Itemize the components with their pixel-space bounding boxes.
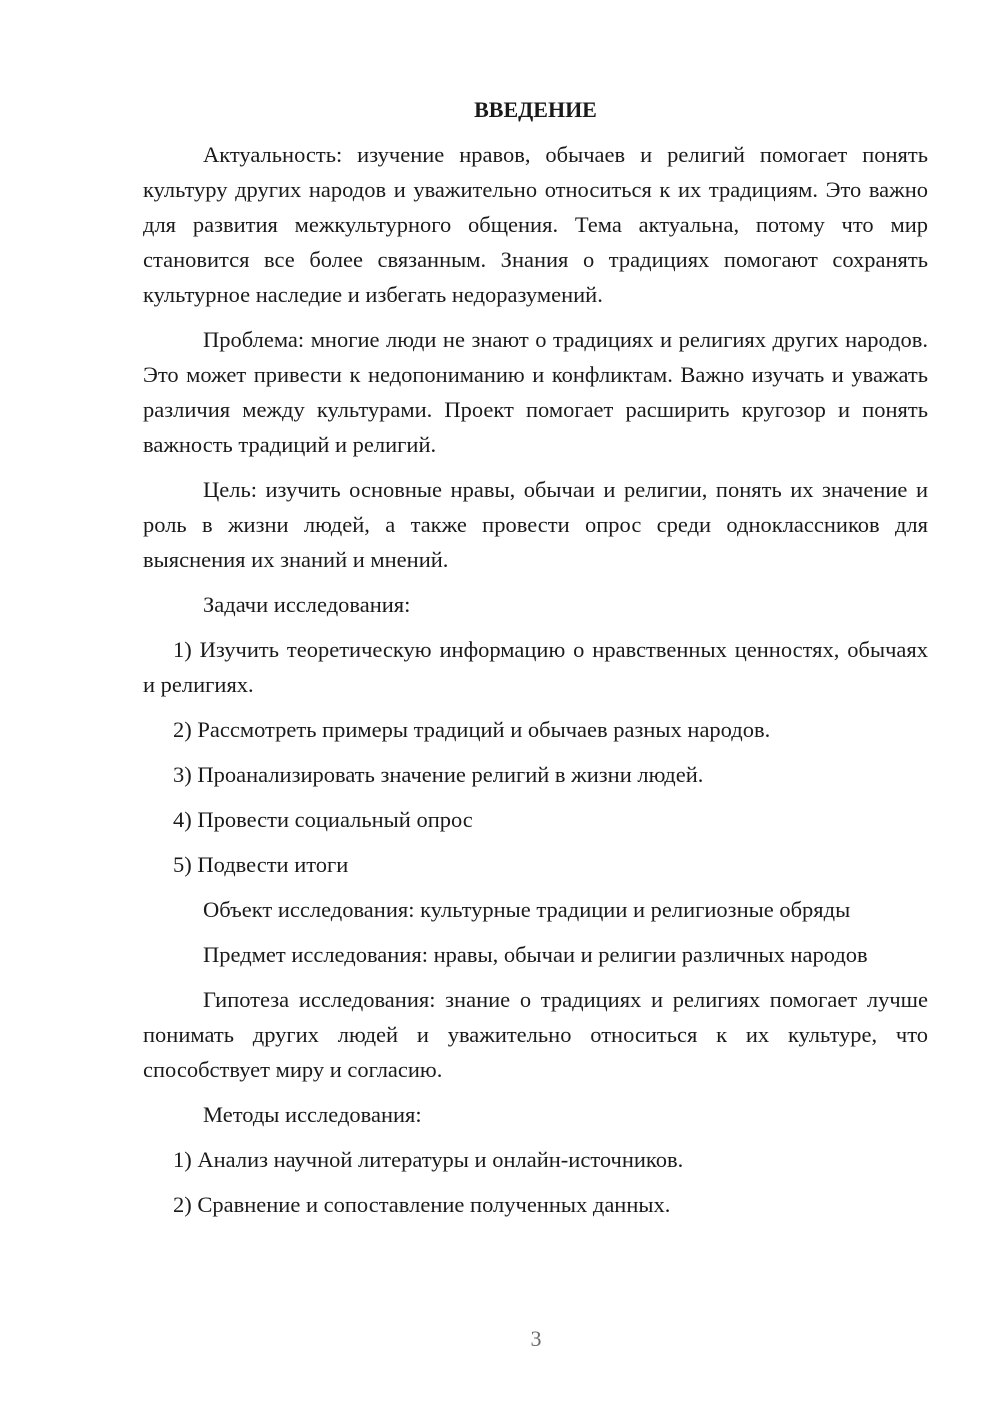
task-item-5: 5) Подвести итоги xyxy=(173,852,349,877)
relevance-paragraph: Актуальность: изучение нравов, обычаев и религий помогает понять культуру других народов и уважительно относиться к их традициям. Это важно для развития межкультурного общения. Тема актуальна, потому что мир становится все более связанным. Знания о традициях помогают сохранять культурное наследие и избегать недоразумений. xyxy=(143,142,928,307)
subject-paragraph: Предмет исследования: нравы, обычаи и религии различных народов xyxy=(203,942,868,967)
document-page xyxy=(143,92,928,1232)
method-item-1: 1) Анализ научной литературы и онлайн-источников. xyxy=(173,1147,684,1172)
tasks-title: Задачи исследования: xyxy=(203,592,411,617)
object-paragraph: Объект исследования: культурные традиции и религиозные обряды xyxy=(203,897,851,922)
task-item-2: 2) Рассмотреть примеры традиций и обычаев разных народов. xyxy=(173,717,771,742)
task-item-3: 3) Проанализировать значение религий в жизни людей. xyxy=(173,762,704,787)
task-item-4: 4) Провести социальный опрос xyxy=(173,807,473,832)
methods-title: Методы исследования: xyxy=(203,1102,422,1127)
problem-paragraph: Проблема: многие люди не знают о традициях и религиях других народов. Это может привести к недопониманию и конфликтам. Важно изучать и уважать различия между культурами. Проект помогает расширить кругозор и понять важность традиций и религий. xyxy=(143,327,928,457)
task-item-1: 1) Изучить теоретическую информацию о нравственных ценностях, обычаях и религиях. xyxy=(143,637,928,697)
hypothesis-paragraph: Гипотеза исследования: знание о традициях и религиях помогает лучше понимать других людей и уважительно относиться к их культуре, что способствует миру и согласию. xyxy=(143,987,928,1082)
page-number: 3 xyxy=(530,1326,542,1351)
method-item-2: 2) Сравнение и сопоставление полученных данных. xyxy=(173,1192,671,1217)
goal-paragraph: Цель: изучить основные нравы, обычаи и религии, понять их значение и роль в жизни людей, а также провести опрос среди одноклассников для выяснения их знаний и мнений. xyxy=(143,477,928,572)
section-heading: ВВЕДЕНИЕ xyxy=(474,97,597,122)
